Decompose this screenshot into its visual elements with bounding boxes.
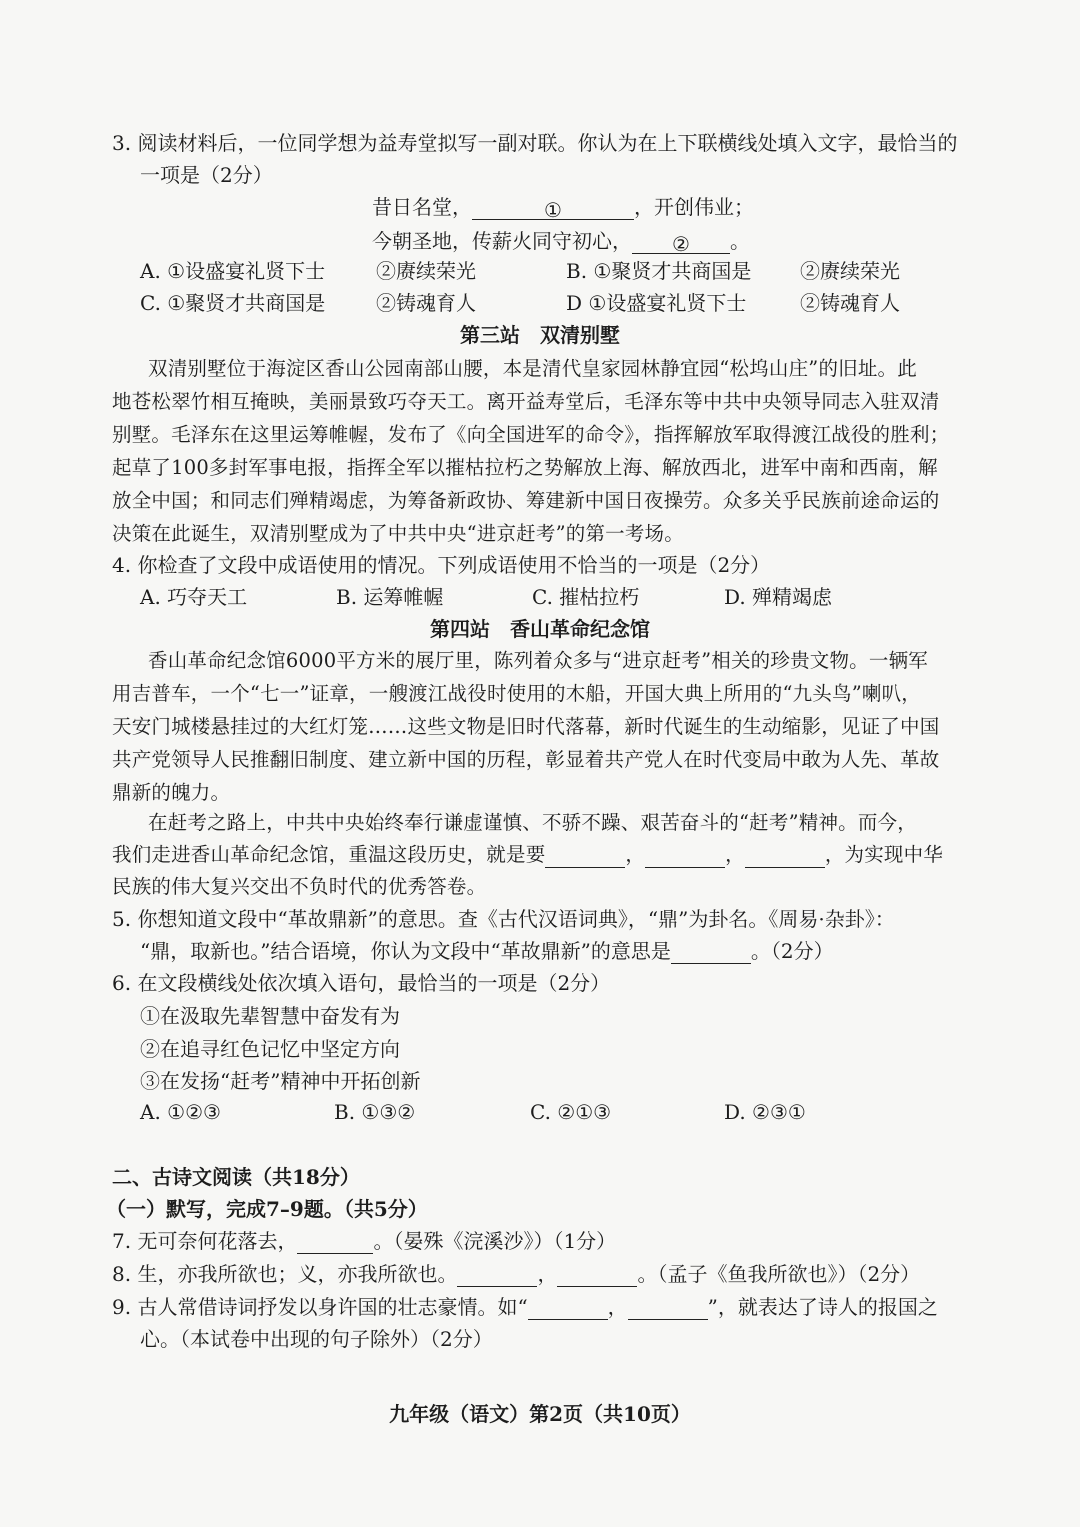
station4-blank-suffix: ，为实现中华 <box>824 843 944 866</box>
station3-para-line4: 起草了100多封军事电报，指挥全军以摧枯拉朽之势解放上海、解放西北，进军中南和西南，解 <box>112 456 938 479</box>
q9-blank-1 <box>528 1297 608 1320</box>
station4-para2-line3: 民族的伟大复兴交出不负时代的优秀答卷。 <box>112 875 487 898</box>
station4-para2-line2 <box>112 842 970 868</box>
station4-blank-sep2: ， <box>725 843 745 866</box>
station4-blank-3 <box>745 845 825 868</box>
q7-suffix: 。（晏殊《浣溪沙》）（1分） <box>373 1229 617 1253</box>
couplet1-suffix: ，开创伟业； <box>634 195 754 219</box>
q5-line2 <box>140 938 834 964</box>
station3-title: 第三站 双清别墅 <box>460 323 620 347</box>
couplet1-prefix: 昔日名堂， <box>372 195 472 219</box>
q6-option-b: B. ①③② <box>334 1100 416 1124</box>
q6-sentence-3: ③在发扬“赶考”精神中开拓创新 <box>140 1069 421 1093</box>
q4-option-b: B. 运筹帷幄 <box>336 585 444 609</box>
station4-para-line5: 鼎新的魄力。 <box>112 781 231 804</box>
q9-line2: 心。（本试卷中出现的句子除外）（2分） <box>140 1327 493 1351</box>
q9-prefix: 9. 古人常借诗词抒发以身许国的壮志豪情。如“ <box>112 1295 528 1319</box>
q8-sep: ， <box>537 1262 558 1286</box>
section2-subtitle: （一）默写，完成7–9题。（共5分） <box>106 1197 428 1221</box>
q9-sep: ， <box>607 1295 628 1319</box>
station4-para-line4: 共产党领导人民推翻旧制度、建立新中国的历程，彰显着共产党人在时代变局中敢为人先、革故 <box>112 748 940 771</box>
station3-para-line5: 放全中国；和同志们殚精竭虑，为筹备新政协、筹建新中国日夜操劳。众多关乎民族前途命运的 <box>112 489 940 512</box>
q3-stem-line1: 3. 阅读材料后，一位同学想为益寿堂拟写一副对联。你认为在上下联横线处填入文字，最恰当的 <box>112 131 958 155</box>
q3-option-b-part2: ②赓续荣光 <box>800 259 900 283</box>
couplet-line1 <box>372 194 754 220</box>
station3-para-line2: 地苍松翠竹相互掩映，美丽景致巧夺天工。离开益寿堂后，毛泽东等中共中央领导同志入驻双清 <box>112 390 940 413</box>
couplet-line2 <box>372 228 750 254</box>
q6-option-d: D. ②③① <box>724 1100 806 1124</box>
station3-para-line6: 决策在此诞生，双清别墅成为了中共中央“进京赶考”的第一考场。 <box>112 522 684 545</box>
station4-blank-2 <box>645 845 725 868</box>
q5-line1: 5. 你想知道文段中“革故鼎新”的意思。查《古代汉语词典》，“鼎”为卦名。《周易·杂卦》： <box>112 907 895 931</box>
q7-line <box>112 1228 616 1254</box>
station4-para2-line1: 在赶考之路上，中共中央始终奉行谦虚谨慎、不骄不躁、艰苦奋斗的“赶考”精神。而今， <box>148 811 917 834</box>
station4-blank-sep1: ， <box>625 843 646 866</box>
q3-option-c-part2: ②铸魂育人 <box>376 291 476 315</box>
station4-para-line3: 天安门城楼悬挂过的大红灯笼……这些文物是旧时代落幕，新时代诞生的生动缩影，见证了中国 <box>112 715 940 738</box>
q7-prefix: 7. 无可奈何花落去， <box>112 1229 298 1253</box>
q5-line2-prefix: “鼎，取新也。”结合语境，你认为文段中“革故鼎新”的意思是 <box>140 939 671 963</box>
q9-suffix: ”，就表达了诗人的报国之 <box>707 1295 938 1319</box>
q5-line2-suffix: 。（2分） <box>750 939 834 963</box>
station4-para-line1: 香山革命纪念馆6000平方米的展厅里，陈列着众多与“进京赶考”相关的珍贵文物。一辆军 <box>148 649 928 672</box>
q8-suffix: 。（孟子《鱼我所欲也》）（2分） <box>637 1262 921 1286</box>
q3-option-a: A. ①设盛宴礼贤下士 <box>140 259 326 283</box>
q6-sentence-1: ①在汲取先辈智慧中奋发有为 <box>140 1004 400 1028</box>
q8-blank-2 <box>557 1264 637 1287</box>
station3-para-line1: 双清别墅位于海淀区香山公园南部山腰，本是清代皇家园林静宜园“松坞山庄”的旧址。此 <box>148 357 917 380</box>
q6-option-c: C. ②①③ <box>530 1100 612 1124</box>
q3-option-a-part2: ②赓续荣光 <box>376 259 476 283</box>
q3-option-b: B. ①聚贤才共商国是 <box>566 259 752 283</box>
q9-line1 <box>112 1294 938 1320</box>
q3-option-d-part2: ②铸魂育人 <box>800 291 900 315</box>
station3-para-line3: 别墅。毛泽东在这里运筹帷幄，发布了《向全国进军的命令》，指挥解放军取得渡江战役的胜利； <box>112 423 950 446</box>
station4-para-line2: 用吉普车，一个“七一”证章，一艘渡江战役时使用的木船，开国大典上所用的“九头鸟”喇叭， <box>112 682 921 705</box>
station4-blank-prefix: 我们走进香山革命纪念馆，重温这段历史，就是要 <box>112 843 546 866</box>
page-footer: 九年级（语文）第2页（共10页） <box>389 1402 691 1426</box>
q8-line <box>112 1261 920 1287</box>
q4-option-d: D. 殚精竭虑 <box>724 585 833 609</box>
q4-stem: 4. 你检查了文段中成语使用的情况。下列成语使用不恰当的一项是（2分） <box>112 553 771 577</box>
station4-title: 第四站 香山革命纪念馆 <box>430 617 650 641</box>
couplet1-blank: ① <box>472 197 634 220</box>
q6-option-a: A. ①②③ <box>140 1100 221 1124</box>
q3-option-c: C. ①聚贤才共商国是 <box>140 291 326 315</box>
station4-blank-1 <box>545 845 625 868</box>
couplet2-prefix: 今朝圣地，传薪火同守初心， <box>372 229 632 253</box>
q6-sentence-2: ②在追寻红色记忆中坚定方向 <box>140 1037 400 1061</box>
q4-option-c: C. 摧枯拉朽 <box>532 585 640 609</box>
q8-blank-1 <box>457 1264 537 1287</box>
q9-blank-2 <box>628 1297 708 1320</box>
q4-option-a: A. 巧夺天工 <box>140 585 248 609</box>
q5-blank <box>671 941 751 964</box>
couplet2-blank: ② <box>632 231 730 254</box>
couplet2-suffix: 。 <box>730 229 750 253</box>
q3-stem-line2: 一项是（2分） <box>140 163 273 187</box>
section2-title: 二、古诗文阅读（共18分） <box>112 1165 360 1189</box>
q7-blank <box>297 1231 373 1254</box>
q8-prefix: 8. 生，亦我所欲也；义，亦我所欲也。 <box>112 1262 458 1286</box>
q3-option-d: D ①设盛宴礼贤下士 <box>566 291 747 315</box>
q6-stem: 6. 在文段横线处依次填入语句，最恰当的一项是（2分） <box>112 971 611 995</box>
